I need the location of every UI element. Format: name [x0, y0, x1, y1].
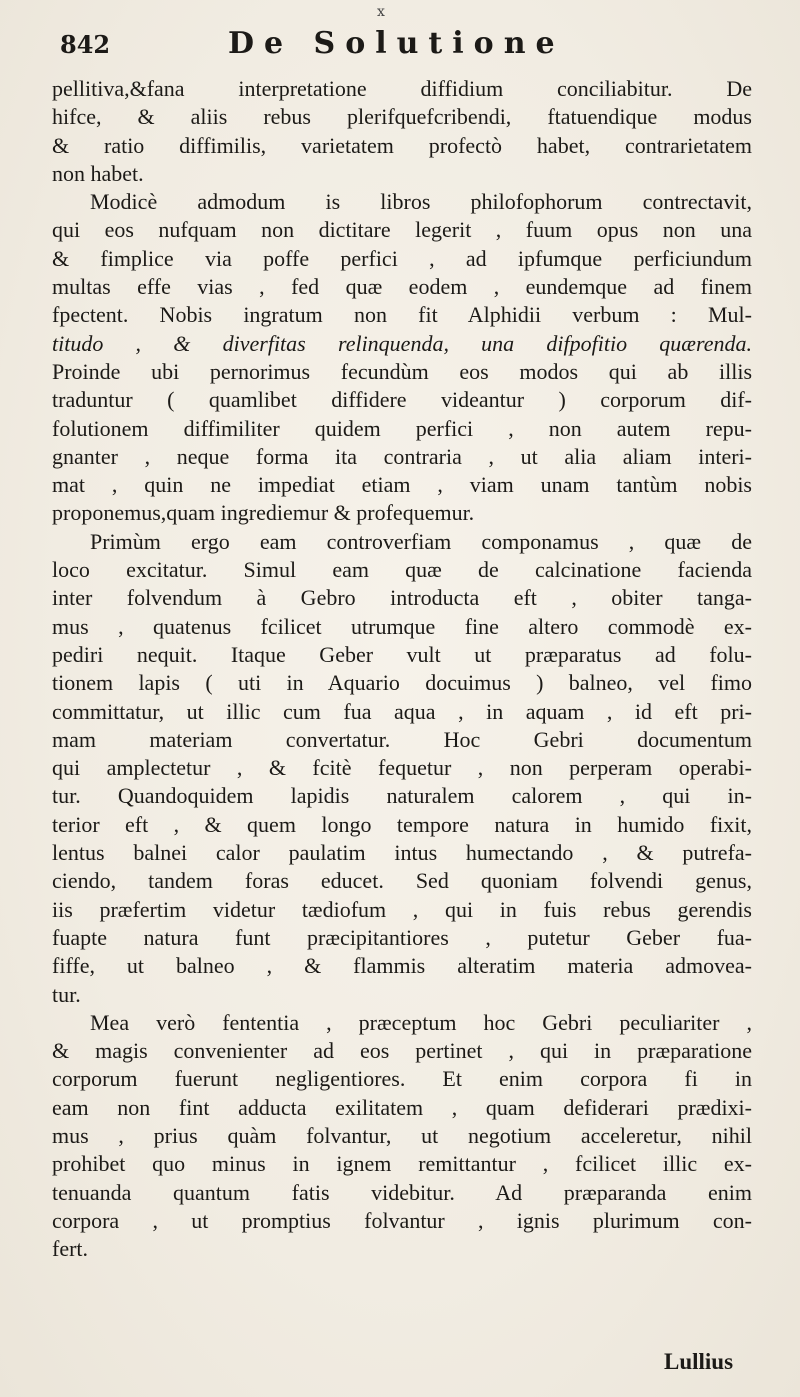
text-line: mus , quatenus fcilicet utrumque fine altero commodè ex- [52, 613, 752, 639]
text-line: tionem lapis ( uti in Aquario docuimus ) balneo, vel fimo [52, 670, 752, 696]
text-line: gnanter , neque forma ita contraria , ut alia aliam interi- [52, 443, 752, 469]
text-line: committatur, ut illic cum fua aqua , in aquam , id eft pri- [52, 698, 752, 724]
text-line: prohibet quo minus in ignem remittantur , fcilicet illic ex- [52, 1151, 752, 1177]
text-line: tenuanda quantum fatis videbitur. Ad præparanda enim [52, 1179, 752, 1205]
text-line: qui eos nufquam non dictitare legerit , fuum opus non una [52, 217, 752, 243]
text-line: & fimplice via poffe perfici , ad ipfumque perficiundum [52, 245, 752, 271]
text-line: fuapte natura funt præcipitantiores , putetur Geber fua- [52, 924, 752, 950]
paragraph-start-line: Modicè admodum is libros philofophorum contrectavit, [90, 189, 752, 215]
text-line: corporum fuerunt negligentiores. Et enim corpora fi in [52, 1066, 752, 1092]
signature-mark: x [377, 4, 385, 20]
text-line: traduntur ( quamlibet diffidere videantur ) corporum dif- [52, 387, 752, 413]
text-line: tur. [52, 981, 81, 1007]
text-line: terior eft , & quem longo tempore natura in humido fixit, [52, 811, 752, 837]
page-number: 842 [60, 30, 111, 59]
text-line: fpectent. Nobis ingratum non fit Alphidii verbum : Mul- [52, 302, 752, 328]
catchword: Lullius [664, 1349, 734, 1374]
text-line: Proinde ubi pernorimus fecundùm eos modos qui ab illis [52, 358, 752, 384]
text-line: ciendo, tandem foras educet. Sed quoniam folvendi genus, [52, 868, 752, 894]
text-line: loco excitatur. Simul eam quæ de calcinatione facienda [52, 557, 752, 583]
running-head: De Solutione [228, 26, 565, 61]
paragraph-start-line: Mea verò fententia , præceptum hoc Gebri peculiariter , [90, 1009, 752, 1035]
text-line: qui amplectetur , & fcitè fequetur , non perperam operabi- [52, 755, 752, 781]
text-line: eam non fint adducta exilitatem , quam defiderari prædixi- [52, 1094, 752, 1120]
text-line: tur. Quandoquidem lapidis naturalem calorem , qui in- [52, 783, 752, 809]
text-line: mat , quin ne impediat etiam , viam unam tantùm nobis [52, 472, 752, 498]
text-line: fert. [52, 1236, 89, 1262]
italic-quote-line: titudo , & diverfitas relinquenda, una difpofitio quærenda. [52, 330, 752, 356]
text-line: folutionem diffimiliter quidem perfici , non autem repu- [52, 415, 752, 441]
text-line: & magis convenienter ad eos pertinet , qui in præparatione [52, 1038, 752, 1064]
text-line: fiffe, ut balneo , & flammis alteratim materia admovea- [52, 953, 752, 979]
text-line: iis præfertim videtur tædiofum , qui in fuis rebus gerendis [52, 896, 752, 922]
text-line: proponemus,quam ingrediemur & profequemur. [52, 500, 475, 526]
text-line: pediri nequit. Itaque Geber vult ut præparatus ad folu- [52, 641, 752, 667]
text-line: pellitiva,&fana interpretatione diffidium conciliabitur. De [52, 76, 752, 101]
text-line: non habet. [52, 160, 144, 186]
text-line: & ratio diffimilis, varietatem profectò habet, contrarietatem [52, 132, 752, 158]
paragraph-start-line: Primùm ergo eam controverfiam componamus , quæ de [90, 528, 752, 554]
text-line: mam materiam convertatur. Hoc Gebri documentum [52, 726, 752, 752]
text-line: lentus balnei calor paulatim intus humectando , & putrefa- [52, 840, 752, 866]
text-line: multas effe vias , fed quæ eodem , eundemque ad finem [52, 274, 752, 300]
text-line: inter folvendum à Gebro introducta eft , obiter tanga- [52, 585, 752, 611]
text-line: corpora , ut promptius folvantur , ignis plurimum con- [52, 1207, 752, 1233]
text-line: mus , prius quàm folvantur, ut negotium acceleretur, nihil [52, 1122, 752, 1148]
page-header [60, 20, 750, 66]
text-line: hifce, & aliis rebus plerifquefcribendi, ftatuendique modus [52, 104, 752, 130]
text-body [52, 75, 752, 1263]
